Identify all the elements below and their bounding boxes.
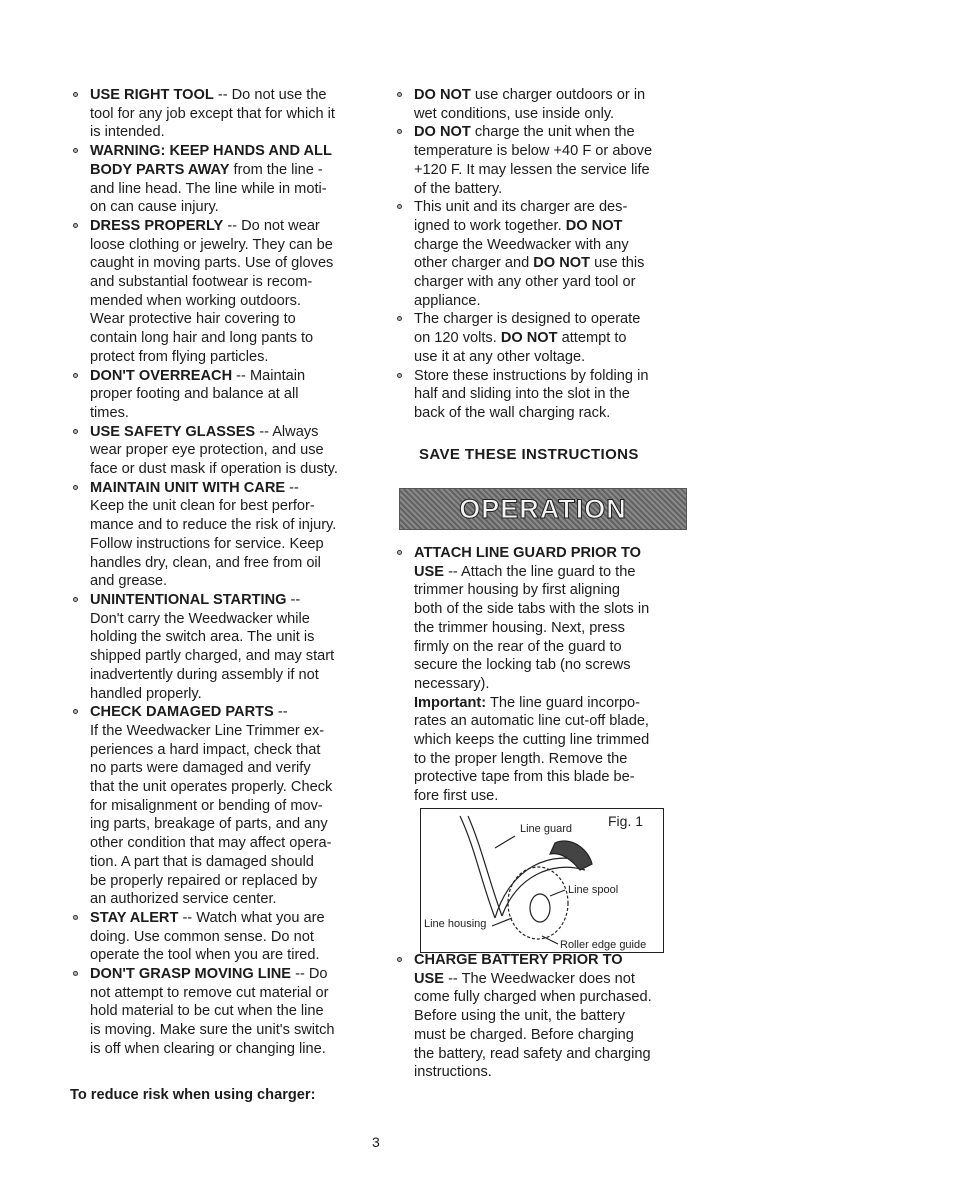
bullet-item bbox=[70, 86, 370, 142]
charger-safety-heading: To reduce risk when using charger: bbox=[70, 1087, 316, 1103]
operation-title: OPERATION bbox=[459, 494, 627, 524]
operation-banner bbox=[399, 488, 687, 530]
bullet-item bbox=[70, 591, 370, 703]
bullet-icon bbox=[73, 971, 78, 976]
bullet-icon bbox=[397, 957, 402, 962]
body-text: that the unit operates properly. Check bbox=[90, 779, 333, 796]
text-line bbox=[90, 479, 370, 498]
bold-text: CHECK DAMAGED PARTS bbox=[90, 704, 274, 721]
text-line bbox=[414, 563, 686, 582]
text-line bbox=[414, 236, 686, 255]
text-line bbox=[90, 180, 370, 199]
body-text: handled properly. bbox=[90, 685, 202, 702]
text-line bbox=[414, 180, 686, 199]
text-line bbox=[414, 292, 686, 311]
text-line bbox=[414, 123, 686, 142]
body-text: caught in moving parts. Use of gloves bbox=[90, 255, 334, 272]
body-text: -- Do bbox=[291, 966, 328, 983]
bullet-item bbox=[70, 217, 370, 367]
body-text: secure the locking tab (no screws bbox=[414, 657, 631, 674]
bullet-item bbox=[394, 951, 686, 1082]
body-text: -- bbox=[286, 591, 301, 608]
text-line bbox=[90, 703, 370, 722]
body-text: rates an automatic line cut-off blade, bbox=[414, 713, 649, 730]
text-line bbox=[90, 161, 370, 180]
body-text: from the line - bbox=[229, 161, 323, 178]
body-text: -- The Weedwacker does not bbox=[444, 970, 635, 987]
text-line bbox=[414, 970, 686, 989]
body-text: for misalignment or bending of mov- bbox=[90, 797, 323, 814]
text-line bbox=[414, 951, 686, 970]
save-instructions-heading: SAVE THESE INSTRUCTIONS bbox=[419, 446, 639, 463]
text-line bbox=[90, 254, 370, 273]
text-line bbox=[90, 105, 370, 124]
body-text: periences a hard impact, check that bbox=[90, 741, 321, 758]
text-line bbox=[90, 909, 370, 928]
text-line bbox=[90, 535, 370, 554]
text-line bbox=[90, 1002, 370, 1021]
body-text: -- Do not wear bbox=[223, 217, 320, 234]
bullet-item bbox=[394, 367, 686, 423]
text-line bbox=[90, 198, 370, 217]
text-line bbox=[414, 1063, 686, 1082]
text-line bbox=[90, 834, 370, 853]
text-line bbox=[414, 86, 686, 105]
body-text: Store these instructions by folding in bbox=[414, 367, 649, 384]
callout-line-spool: Line spool bbox=[568, 884, 619, 896]
text-line bbox=[414, 348, 686, 367]
body-text: contain long hair and long pants to bbox=[90, 330, 314, 347]
bullet-icon bbox=[73, 223, 78, 228]
text-line bbox=[414, 329, 686, 348]
text-line bbox=[414, 787, 686, 806]
body-text: protect from flying particles. bbox=[90, 348, 269, 365]
body-text: igned to work together. bbox=[414, 217, 566, 234]
body-text: is moving. Make sure the unit's switch bbox=[90, 1022, 335, 1039]
body-text: -- Always bbox=[255, 423, 319, 440]
bold-text: DO NOT bbox=[414, 87, 471, 103]
bullet-icon bbox=[73, 709, 78, 714]
body-text: -- Attach the line guard to the bbox=[444, 563, 636, 580]
body-text: on can cause injury. bbox=[90, 199, 219, 216]
body-text: Before using the unit, the battery bbox=[414, 1008, 625, 1025]
text-line bbox=[90, 1021, 370, 1040]
body-text: face or dust mask if operation is dusty. bbox=[90, 461, 338, 478]
text-line bbox=[414, 581, 686, 600]
body-text: the battery, read safety and charging bbox=[414, 1045, 651, 1062]
body-text: be properly repaired or replaced by bbox=[90, 872, 318, 889]
bullet-item bbox=[70, 909, 370, 965]
body-text: use it at any other voltage. bbox=[414, 348, 586, 365]
text-line bbox=[90, 591, 370, 610]
text-line bbox=[90, 853, 370, 872]
figure-label: Fig. 1 bbox=[608, 813, 644, 829]
body-text: is intended. bbox=[90, 124, 165, 141]
text-line bbox=[90, 722, 370, 741]
body-text: operate the tool when you are tired. bbox=[90, 947, 320, 964]
text-line bbox=[90, 647, 370, 666]
bullet-item bbox=[70, 367, 370, 423]
body-text: times. bbox=[90, 404, 129, 421]
important-note bbox=[394, 694, 686, 806]
text-line bbox=[90, 666, 370, 685]
body-text: other charger and bbox=[414, 255, 534, 272]
text-line bbox=[414, 1007, 686, 1026]
bullet-icon bbox=[397, 92, 402, 97]
body-text: charge the unit when the bbox=[470, 124, 635, 141]
body-text: must be charged. Before charging bbox=[414, 1026, 634, 1043]
body-text: +120 F. It may lessen the service life bbox=[414, 161, 650, 178]
body-text: not attempt to remove cut material or bbox=[90, 984, 329, 1001]
text-line bbox=[90, 778, 370, 797]
text-line bbox=[90, 441, 370, 460]
bullet-icon bbox=[73, 429, 78, 434]
bullet-item bbox=[70, 423, 370, 479]
body-text: -- bbox=[285, 479, 299, 496]
body-text: mended when working outdoors. bbox=[90, 292, 301, 309]
bold-text: USE bbox=[414, 970, 445, 987]
bullet-icon bbox=[397, 550, 402, 555]
text-line bbox=[90, 797, 370, 816]
text-line bbox=[90, 329, 370, 348]
bold-text: DON'T OVERREACH bbox=[90, 367, 233, 384]
text-line bbox=[414, 619, 686, 638]
text-line bbox=[414, 273, 686, 292]
text-line bbox=[414, 544, 686, 563]
bullet-icon bbox=[397, 204, 402, 209]
body-text: loose clothing or jewelry. They can be bbox=[90, 236, 333, 253]
bold-text: USE bbox=[414, 563, 445, 580]
bold-text: MAINTAIN UNIT WITH CARE bbox=[90, 479, 286, 496]
bullet-icon bbox=[397, 129, 402, 134]
body-text: Don't carry the Weedwacker while bbox=[90, 610, 310, 627]
text-line bbox=[90, 273, 370, 292]
text-line bbox=[414, 600, 686, 619]
text-line bbox=[90, 310, 370, 329]
body-text: instructions. bbox=[414, 1064, 492, 1081]
text-line bbox=[90, 685, 370, 704]
bullet-item bbox=[70, 703, 370, 909]
body-text: -- Watch what you are bbox=[178, 909, 325, 926]
text-line bbox=[90, 872, 370, 891]
text-line bbox=[90, 516, 370, 535]
body-text: Follow instructions for service. Keep bbox=[90, 535, 324, 552]
body-text: on 120 volts. bbox=[414, 330, 501, 347]
body-text: charger with any other yard tool or bbox=[414, 274, 636, 291]
text-line bbox=[90, 572, 370, 591]
body-text: wet conditions, use inside only. bbox=[414, 105, 615, 122]
text-line bbox=[414, 310, 686, 329]
text-line bbox=[414, 217, 686, 236]
body-text: appliance. bbox=[414, 292, 481, 309]
body-text: use charger outdoors or in bbox=[470, 87, 646, 103]
body-text: the trimmer housing. Next, press bbox=[414, 619, 625, 636]
body-text: If the Weedwacker Line Trimmer ex- bbox=[90, 722, 325, 739]
body-text: fore first use. bbox=[414, 788, 499, 805]
text-line bbox=[414, 694, 686, 713]
bullet-icon bbox=[73, 148, 78, 153]
bold-text: DRESS PROPERLY bbox=[90, 217, 224, 234]
text-line bbox=[90, 741, 370, 760]
text-line bbox=[414, 367, 686, 386]
text-line bbox=[90, 385, 370, 404]
body-text: back of the wall charging rack. bbox=[414, 404, 611, 421]
text-line bbox=[90, 236, 370, 255]
charge-battery-item bbox=[394, 951, 686, 1082]
body-text: The line guard incorpo- bbox=[486, 694, 641, 711]
charge-battery-section bbox=[394, 951, 686, 1082]
bold-text: DO NOT bbox=[565, 217, 623, 234]
text-line bbox=[90, 123, 370, 142]
bold-text: WARNING: KEEP HANDS AND ALL bbox=[90, 143, 332, 160]
body-text: Keep the unit clean for best perfor- bbox=[90, 498, 315, 515]
text-line bbox=[90, 142, 370, 161]
text-line bbox=[90, 628, 370, 647]
body-text: handles dry, clean, and free from oil bbox=[90, 554, 321, 571]
line-trimmer-figure bbox=[420, 808, 664, 953]
body-text: to the proper length. Remove the bbox=[414, 750, 628, 767]
text-line bbox=[90, 759, 370, 778]
body-text: tion. A part that is damaged should bbox=[90, 853, 314, 870]
body-text: proper footing and balance at all bbox=[90, 386, 299, 403]
text-line bbox=[414, 656, 686, 675]
bold-text: BODY PARTS AWAY bbox=[90, 161, 230, 178]
body-text: charge the Weedwacker with any bbox=[414, 236, 629, 253]
text-line bbox=[90, 965, 370, 984]
body-text: and line head. The line while in moti- bbox=[90, 180, 327, 197]
text-line bbox=[414, 1026, 686, 1045]
body-text: necessary). bbox=[414, 675, 490, 692]
bold-text: USE SAFETY GLASSES bbox=[90, 423, 256, 440]
text-line bbox=[90, 610, 370, 629]
bullet-item bbox=[394, 86, 686, 123]
body-text: come fully charged when purchased. bbox=[414, 989, 652, 1006]
bullet-item bbox=[394, 123, 686, 198]
body-text: firmly on the rear of the guard to bbox=[414, 638, 622, 655]
callout-line-guard: Line guard bbox=[520, 823, 572, 835]
bullet-icon bbox=[73, 92, 78, 97]
body-text: attempt to bbox=[557, 330, 627, 347]
bullet-item bbox=[70, 142, 370, 217]
text-line bbox=[90, 367, 370, 386]
body-text: doing. Use common sense. Do not bbox=[90, 928, 314, 945]
bold-text: UNINTENTIONAL STARTING bbox=[90, 591, 287, 608]
bold-text: CHARGE BATTERY PRIOR TO bbox=[414, 952, 623, 968]
text-line bbox=[90, 1040, 370, 1059]
bold-text: DO NOT bbox=[500, 330, 558, 347]
text-line bbox=[414, 712, 686, 731]
bold-text: Important: bbox=[414, 694, 487, 711]
body-text: and substantial footwear is recom- bbox=[90, 274, 313, 291]
body-text: -- Do not use the bbox=[213, 87, 327, 103]
body-text: mance and to reduce the risk of injury. bbox=[90, 517, 337, 534]
bold-text: ATTACH LINE GUARD PRIOR TO bbox=[414, 545, 642, 561]
callout-roller-edge-guide: Roller edge guide bbox=[560, 939, 647, 951]
text-line bbox=[90, 217, 370, 236]
left-column bbox=[70, 86, 370, 1059]
text-line bbox=[90, 890, 370, 909]
text-line bbox=[414, 142, 686, 161]
text-line bbox=[90, 348, 370, 367]
text-line bbox=[414, 731, 686, 750]
bullet-icon bbox=[73, 915, 78, 920]
text-line bbox=[414, 161, 686, 180]
bullet-item bbox=[394, 198, 686, 310]
right-column bbox=[394, 86, 686, 423]
body-text: protective tape from this blade be- bbox=[414, 769, 635, 786]
text-line bbox=[90, 946, 370, 965]
text-line bbox=[414, 750, 686, 769]
body-text: an authorized service center. bbox=[90, 891, 277, 908]
bullet-item bbox=[70, 965, 370, 1059]
body-text: This unit and its charger are des- bbox=[414, 199, 628, 216]
body-text: shipped partly charged, and may start bbox=[90, 648, 335, 665]
bold-text: DO NOT bbox=[533, 255, 591, 272]
body-text: use this bbox=[590, 255, 645, 272]
body-text: tool for any job except that for which it bbox=[90, 105, 335, 122]
body-text: temperature is below +40 F or above bbox=[414, 143, 653, 160]
body-text: no parts were damaged and verify bbox=[90, 760, 311, 777]
bullet-item bbox=[394, 544, 686, 694]
body-text: half and sliding into the slot in the bbox=[414, 386, 630, 403]
text-line bbox=[90, 815, 370, 834]
body-text: of the battery. bbox=[414, 180, 503, 197]
bullet-item bbox=[394, 310, 686, 366]
text-line bbox=[90, 460, 370, 479]
text-line bbox=[414, 1045, 686, 1064]
body-text: ing parts, breakage of parts, and any bbox=[90, 816, 328, 833]
body-text: -- Maintain bbox=[232, 367, 306, 384]
body-text: Wear protective hair covering to bbox=[90, 311, 296, 328]
bullet-item bbox=[70, 479, 370, 591]
page-number: 3 bbox=[372, 1134, 380, 1150]
text-line bbox=[414, 254, 686, 273]
bold-text: DON'T GRASP MOVING LINE bbox=[90, 966, 292, 983]
bullet-icon bbox=[73, 373, 78, 378]
body-text: and grease. bbox=[90, 573, 168, 590]
bold-text: DO NOT bbox=[414, 124, 471, 141]
body-text: The charger is designed to operate bbox=[414, 311, 641, 328]
callout-line-housing: Line housing bbox=[424, 918, 487, 930]
body-text: both of the side tabs with the slots in bbox=[414, 601, 650, 618]
bullet-icon bbox=[73, 597, 78, 602]
text-line bbox=[414, 385, 686, 404]
body-text: trimmer housing by first aligning bbox=[414, 582, 621, 599]
text-line bbox=[414, 675, 686, 694]
text-line bbox=[90, 554, 370, 573]
text-line bbox=[90, 86, 370, 105]
bullet-icon bbox=[73, 485, 78, 490]
body-text: which keeps the cutting line trimmed bbox=[414, 732, 650, 749]
text-line bbox=[414, 105, 686, 124]
body-text: hold material to be cut when the line bbox=[90, 1003, 324, 1020]
attach-line-guard-item bbox=[394, 544, 686, 694]
text-line bbox=[90, 423, 370, 442]
body-text: holding the switch area. The unit is bbox=[90, 629, 315, 646]
operation-section bbox=[394, 544, 686, 806]
text-line bbox=[414, 768, 686, 787]
text-line bbox=[414, 638, 686, 657]
text-line bbox=[414, 404, 686, 423]
bold-text: USE RIGHT TOOL bbox=[90, 87, 214, 103]
text-line bbox=[90, 984, 370, 1003]
body-text: -- bbox=[273, 704, 288, 721]
body-text: wear proper eye protection, and use bbox=[90, 442, 324, 459]
text-line bbox=[90, 928, 370, 947]
text-line bbox=[414, 198, 686, 217]
text-line bbox=[90, 292, 370, 311]
text-line bbox=[90, 497, 370, 516]
body-text: is off when clearing or changing line. bbox=[90, 1040, 326, 1057]
body-text: other condition that may affect opera- bbox=[90, 835, 332, 852]
bullet-icon bbox=[397, 316, 402, 321]
bullet-icon bbox=[397, 373, 402, 378]
text-line bbox=[414, 988, 686, 1007]
text-line bbox=[90, 404, 370, 423]
body-text: inadvertently during assembly if not bbox=[90, 666, 319, 683]
bold-text: STAY ALERT bbox=[90, 909, 179, 926]
